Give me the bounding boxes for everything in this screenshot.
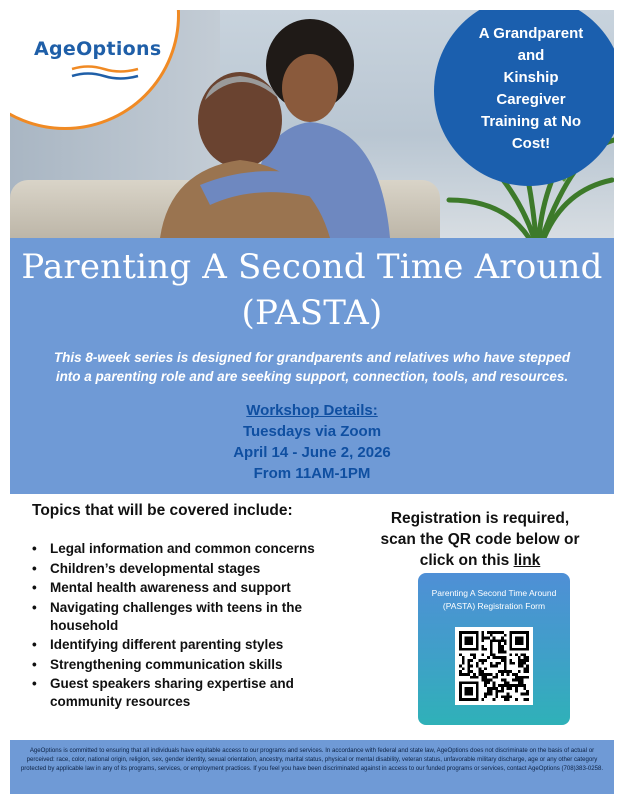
badge-text: A Grandparent and Kinship Caregiver Training at No Cost!: [478, 25, 584, 152]
topic-item: • Guest speakers sharing expertise and community resources: [32, 675, 332, 711]
topic-item: • Identifying different parenting styles: [32, 636, 332, 654]
registration-line-3-prefix: click on this: [419, 552, 514, 569]
topic-item: • Strengthening communication skills: [32, 656, 332, 674]
registration-link[interactable]: link: [513, 552, 541, 569]
page-title: [10, 238, 614, 336]
details-when: Tuesdays via Zoom: [242, 423, 382, 440]
nondiscrimination-footer: [10, 740, 614, 794]
logo-text: AgeOptions: [34, 38, 162, 60]
hero-photo: [10, 10, 614, 238]
ageoptions-logo: [34, 38, 184, 87]
series-description: This 8-week series is designed for grandparents and relatives who have stepped into a parenting role and are seeking support, connection, tools, and resources.: [53, 350, 571, 384]
registration-line-1: Registration is required,: [390, 510, 570, 527]
details-time: From 11AM-1PM: [253, 465, 371, 482]
footer-text: AgeOptions is committed to ensuring that all individuals have equitable access to our programs and services. In accordance with federal and state law, AgeOptions does not discriminate on the basis of actual or perceived: race, color, national origin, religion, sex, gender identity, sexual orientation, ancestry, marital status, physical or mental disability, veteran status, unfavorable military discharge, age or any other category protected by applicable law in any of its programs, services, or employment practices. If you feel you have been discriminated against in access to our funded programs or services, contact AgeOptions (708)383-0258.: [20, 747, 604, 773]
topic-item: • Mental health awareness and support: [32, 579, 332, 597]
topics-section: [32, 502, 332, 713]
qr-code-icon: [459, 631, 529, 701]
title-banner: [10, 238, 614, 494]
registration-line-3: [370, 550, 590, 571]
topic-item: • Children’s developmental stages: [32, 560, 332, 578]
topics-heading: Topics that will be covered include:: [32, 502, 293, 519]
title-line-1: Parenting A Second Time Around: [21, 247, 603, 287]
waves-icon: [70, 64, 140, 82]
details-heading: Workshop Details:: [246, 402, 378, 419]
qr-card-title: Parenting A Second Time Around (PASTA) Registration Form: [431, 588, 557, 611]
title-line-2: (PASTA): [241, 293, 383, 333]
workshop-details: [10, 400, 614, 484]
qr-code[interactable]: [455, 627, 533, 705]
details-dates: April 14 - June 2, 2026: [233, 444, 391, 461]
topics-list: [32, 540, 332, 711]
registration-line-2: scan the QR code below or: [380, 531, 580, 548]
topic-item: • Legal information and common concerns: [32, 540, 332, 558]
registration-callout: [370, 508, 590, 571]
qr-registration-card[interactable]: [418, 573, 570, 725]
topic-item: • Navigating challenges with teens in the household: [32, 599, 332, 635]
